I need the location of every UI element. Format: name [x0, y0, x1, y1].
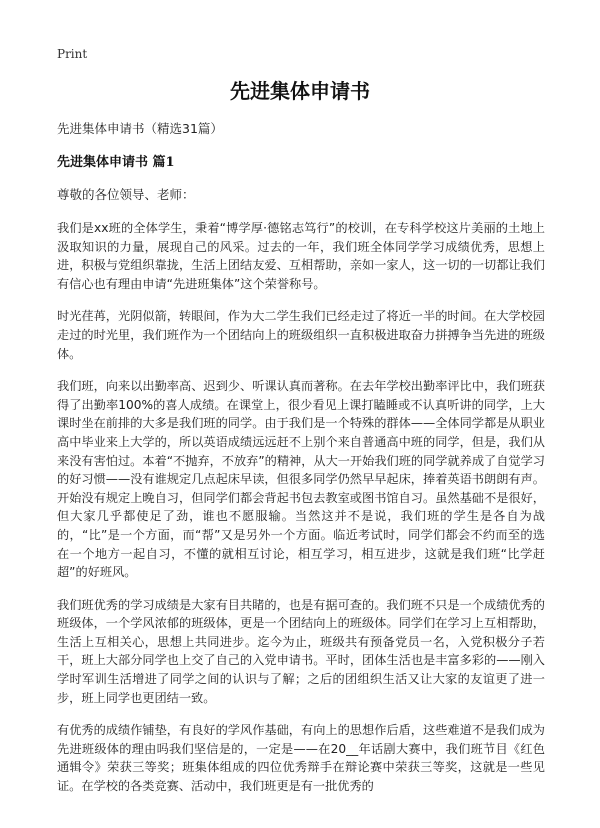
- document-subtitle: 先进集体申请书（精选31篇）: [57, 121, 223, 136]
- document-body: [57, 120, 545, 810]
- body-paragraph: 我们班优秀的学习成绩是大家有目共睹的，也是有据可查的。我们班不只是一个成绩优秀的班级体，一个学风浓郁的班级体，更是一个团结向上的班级体。同学们在学习上互相帮助，生活上互相关心，思想上共同进步。迄今为止，班级共有预备党员一名，入党积极分子若干，班上大部分同学也上交了自己的入党申请书。平时，团体生活也是丰富多彩的——刚入学时军训生活增进了同学之间的认识与了解；之后的团组织生活又让大家的友谊更了进一步，班上同学也更团结一致。: [57, 597, 545, 705]
- print-link[interactable]: Print: [57, 47, 88, 61]
- greeting-line: 尊敬的各位领导、老师：: [57, 187, 195, 202]
- section-heading: 先进集体申请书 篇1: [57, 155, 175, 170]
- body-paragraph: 我们班，向来以出勤率高、迟到少、听课认真而著称。在去年学校出勤率评比中，我们班获得了出勤率100%的喜人成绩。在课堂上，很少看见上课打瞌睡或不认真听讲的同学，上大课时坐在前排的大多是我们班的同学。由于我们是一个特殊的群体——全体同学都是从职业高中毕业来上大学的，所以英语成绩远远赶不上别个来自普通高中班的同学，但是，我们从来没有害怕过。本着“不抛弃，不放弃”的精神，从大一开始我们班的同学就养成了自觉学习的好习惯——没有谁规定几点起床早读，但很多同学仍然早早起床，捧着英语书朗朗有声。开始没有规定上晚自习，但同学们都会背起书包去教室或图书馆自习。虽然基础不是很好，但大家几乎都使足了劲，谁也不愿服输。当然这并不是说，我们班的学生是各自为战的，“比”是一个方面，而“帮”又是另外一个方面。临近考试时，同学们都会不约而至的选在一个地方一起自习，不懂的就相互讨论，相互学习，相互进步，这就是我们班“比学赶超”的好班风。: [57, 379, 545, 580]
- document-title: 先进集体申请书: [230, 79, 370, 103]
- body-paragraph: 我们是xx班的全体学生，秉着“博学厚·德铭志笃行”的校训，在专科学校这片美丽的土地上汲取知识的力量，展现自己的风采。过去的一年，我们班全体同学学习成绩优秀，思想上进，积极与党组织靠拢，生活上团结友爱、互相帮助，亲如一家人，这一切的一切都让我们有信心也有理由申请“先进班集体”这个荣誉称号。: [57, 221, 545, 291]
- body-paragraph: 时光荏苒，光阴似箭，转眼间，作为大二学生我们已经走过了将近一半的时间。在大学校园走过的时光里，我们班作为一个团结向上的班级组织一直积极进取奋力拼搏争当先进的班级体。: [57, 309, 545, 361]
- body-paragraph: 有优秀的成绩作铺垫，有良好的学风作基础，有向上的思想作后盾，这些难道不是我们成为先进班级体的理由吗我们坚信是的，一定是——在20__年话剧大赛中，我们班节目《红色通辑令》荣获三等奖；班集体组成的四位优秀辩手在辩论赛中荣获三等奖，这就是一些见证。在学校的各类竞赛、活动中，我们班更是有一批优秀的: [57, 723, 545, 794]
